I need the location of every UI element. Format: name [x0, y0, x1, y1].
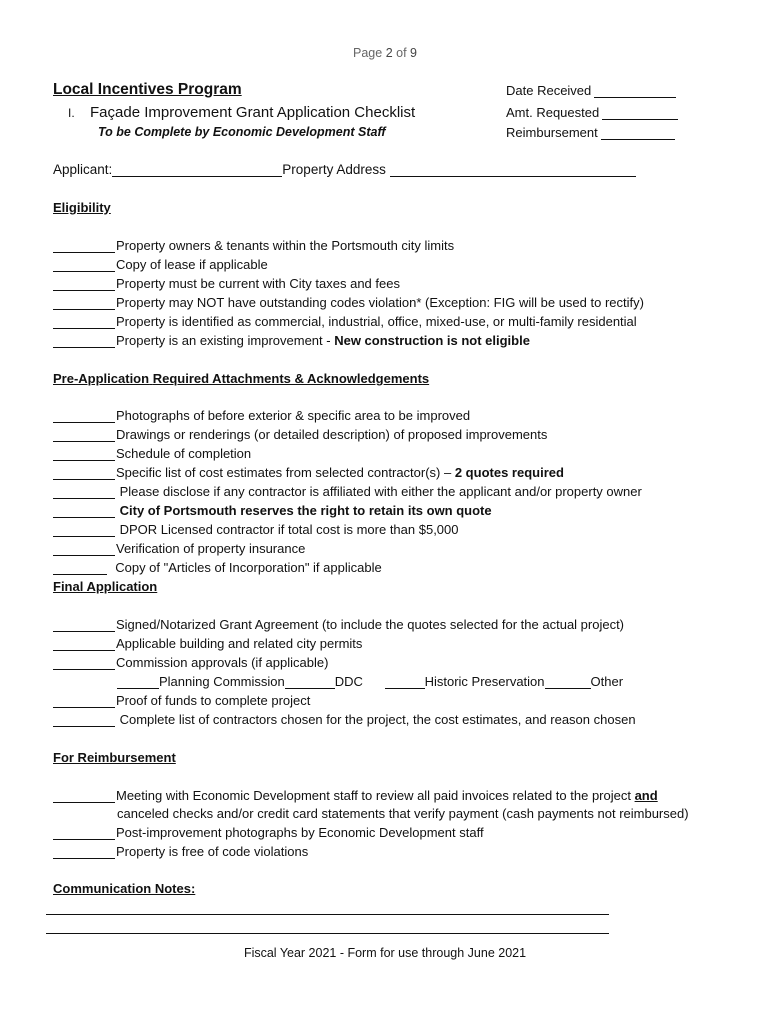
checklist-item: Please disclose if any contractor is affiliated with either the applicant and/or property owner: [53, 484, 642, 499]
check-blank[interactable]: [53, 561, 107, 575]
check-blank[interactable]: [53, 713, 115, 727]
checklist-item: Verification of property insurance: [53, 541, 305, 556]
reimbursement-heading: For Reimbursement: [53, 750, 176, 765]
checklist-subtitle: I. Façade Improvement Grant Application Checklist: [68, 104, 416, 121]
check-blank[interactable]: [53, 277, 115, 291]
check-blank[interactable]: [53, 504, 115, 518]
checklist-item: Commission approvals (if applicable): [53, 655, 328, 670]
communication-notes-heading: Communication Notes:: [53, 881, 196, 896]
ddc-blank[interactable]: [285, 675, 335, 689]
check-blank[interactable]: [53, 447, 115, 461]
checklist-item: Photographs of before exterior & specific area to be improved: [53, 408, 470, 423]
planning-blank[interactable]: [117, 675, 159, 689]
other-blank[interactable]: [545, 675, 591, 689]
check-blank[interactable]: [53, 694, 115, 708]
check-blank[interactable]: [53, 296, 115, 310]
final-application-heading: Final Application: [53, 579, 158, 594]
check-blank[interactable]: [53, 258, 115, 272]
check-blank[interactable]: [53, 239, 115, 253]
amount-requested-field[interactable]: Amt. Requested: [506, 105, 678, 120]
other-label: Other: [590, 674, 624, 689]
check-blank[interactable]: [53, 523, 115, 537]
reimbursement-blank[interactable]: [601, 126, 675, 140]
checklist-item: Property owners & tenants within the Portsmouth city limits: [53, 238, 454, 253]
date-received-field[interactable]: Date Received: [506, 83, 676, 98]
page-number: Page 2 of 9: [353, 46, 417, 60]
check-blank[interactable]: [53, 656, 115, 670]
footer-note: Fiscal Year 2021 - Form for use through June 2021: [243, 946, 527, 960]
commission-options: [117, 674, 623, 689]
date-received-blank[interactable]: [594, 84, 676, 98]
reimbursement-field[interactable]: Reimbursement: [506, 125, 675, 140]
applicant-label: Applicant:: [53, 162, 113, 177]
applicant-blank[interactable]: [112, 162, 282, 177]
check-blank[interactable]: [53, 826, 115, 840]
checklist-item: Applicable building and related city permits: [53, 636, 362, 651]
check-blank[interactable]: [53, 618, 115, 632]
checklist-item: Specific list of cost estimates from selected contractor(s) – 2 quotes required: [53, 465, 564, 480]
checklist-item: Complete list of contractors chosen for the project, the cost estimates, and reason chosen: [53, 712, 636, 727]
check-blank[interactable]: [53, 637, 115, 651]
checklist-item: Property must be current with City taxes and fees: [53, 276, 400, 291]
notes-line[interactable]: [46, 914, 609, 915]
property-address-label: Property Address: [282, 162, 386, 177]
check-blank[interactable]: [53, 409, 115, 423]
check-blank[interactable]: [53, 542, 115, 556]
checklist-item: Proof of funds to complete project: [53, 693, 310, 708]
planning-commission-label: Planning Commission: [159, 674, 285, 689]
check-blank[interactable]: [53, 428, 115, 442]
check-blank[interactable]: [53, 334, 115, 348]
check-blank[interactable]: [53, 485, 115, 499]
property-address-blank[interactable]: [390, 162, 636, 177]
checklist-item: Drawings or renderings (or detailed description) of proposed improvements: [53, 427, 547, 442]
historic-blank[interactable]: [385, 675, 425, 689]
notes-line[interactable]: [46, 933, 609, 934]
checklist-item-continuation: canceled checks and/or credit card statements that verify payment (cash payments not reimbursed): [117, 806, 689, 821]
checklist-item: Property is identified as commercial, industrial, office, mixed-use, or multi-family residential: [53, 314, 637, 329]
applicant-row: [53, 162, 636, 177]
checklist-item: Post-improvement photographs by Economic Development staff: [53, 825, 484, 840]
checklist-item: Meeting with Economic Development staff to review all paid invoices related to the project and: [53, 788, 658, 803]
check-blank[interactable]: [53, 315, 115, 329]
historic-preservation-label: Historic Preservation: [424, 674, 545, 689]
checklist-item: Signed/Notarized Grant Agreement (to include the quotes selected for the actual project): [53, 617, 624, 632]
checklist-item: Copy of "Articles of Incorporation" if applicable: [53, 560, 382, 575]
checklist-item: Property is free of code violations: [53, 844, 308, 859]
checklist-item: Copy of lease if applicable: [53, 257, 268, 272]
checklist-item: Property is an existing improvement - New construction is not eligible: [53, 333, 530, 348]
amount-requested-blank[interactable]: [602, 106, 678, 120]
section-numeral: I.: [68, 106, 75, 120]
check-blank[interactable]: [53, 466, 115, 480]
pre-application-heading: Pre-Application Required Attachments & Acknowledgements: [53, 371, 430, 386]
checklist-item: Schedule of completion: [53, 446, 251, 461]
eligibility-heading: Eligibility: [53, 200, 111, 215]
program-title: Local Incentives Program: [53, 81, 242, 98]
checklist-item: DPOR Licensed contractor if total cost is more than $5,000: [53, 522, 459, 537]
staff-note: To be Complete by Economic Development Staff: [98, 125, 386, 139]
check-blank[interactable]: [53, 845, 115, 859]
check-blank[interactable]: [53, 789, 115, 803]
checklist-item: Property may NOT have outstanding codes violation* (Exception: FIG will be used to rectify): [53, 295, 644, 310]
ddc-label: DDC: [334, 674, 363, 689]
checklist-item: City of Portsmouth reserves the right to retain its own quote: [53, 503, 492, 518]
